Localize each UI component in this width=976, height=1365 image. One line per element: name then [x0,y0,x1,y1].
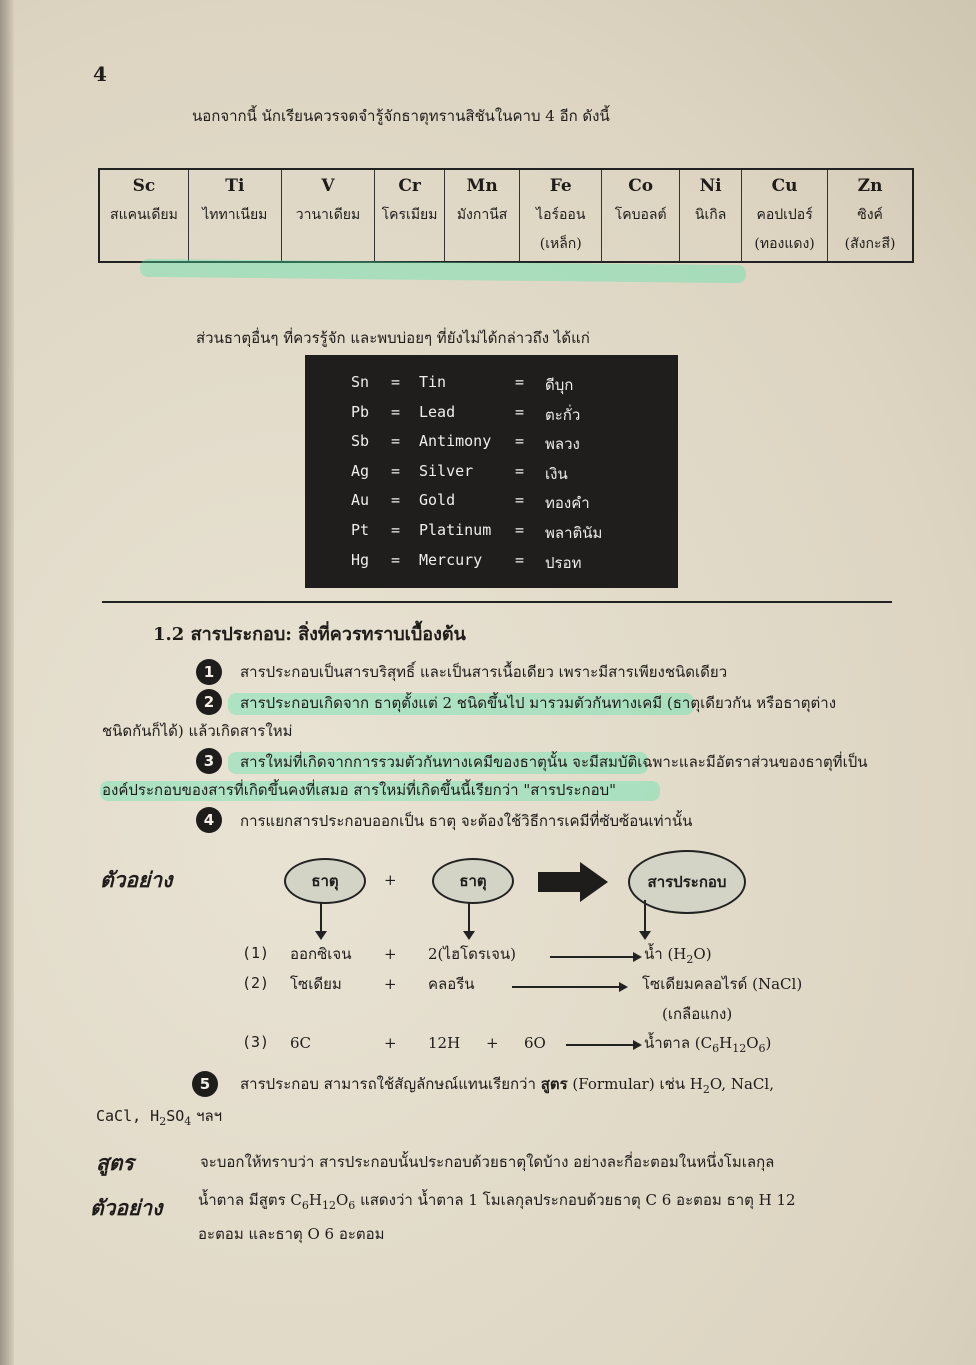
element-symbol: V [321,176,335,196]
list-item [305,515,678,545]
element-thai-name: วานาเดียม [295,207,361,223]
other-element-english: Tin [419,373,447,391]
formula-definition: จะบอกให้ทราบว่า สารประกอบนั้นประกอบด้วยธาตุใดบ้าง อย่างละกี่อะตอมในหนึ่งโมเลกุล [200,1153,775,1171]
section-title: 1.2 สารประกอบ: สิ่งที่ควรทราบเบื้องต้น [153,624,466,645]
other-element-symbol: Hg [351,550,370,569]
point-number-5: 5 [192,1071,218,1097]
other-element-eq1: = [391,521,401,539]
element-thai-name: นิเกิล [694,207,727,223]
reaction-3-plus-2: + [486,1034,499,1052]
reaction-arrow-icon [550,956,640,958]
element-thai-name: มังกานีส [456,207,508,223]
other-element-english: Gold [419,491,456,510]
other-element-symbol: Au [351,491,370,510]
list-item [305,367,678,397]
element-cell-co [602,169,680,262]
other-element-eq1: = [391,461,401,480]
other-element-eq1: = [391,402,401,421]
down-arrow-icon [468,902,470,932]
reaction-3-reactant-a: 6C [290,1034,312,1052]
element-cell-v [281,169,374,262]
reaction-arrow-icon [512,986,626,988]
other-element-thai: ปรอท [545,553,582,572]
other-element-eq2: = [515,550,525,569]
point-number-3: 3 [196,748,222,774]
example-label: ตัวอย่าง [100,867,173,892]
element-thai-name: ไททาเนียม [202,207,268,223]
other-element-thai: ตะกั่ว [545,405,581,424]
reaction-1-product: น้ำ $(H_2O)$ [644,945,712,966]
reaction-2-number: (2) [242,974,270,992]
reaction-arrow-icon [566,1044,640,1046]
list-item [305,485,678,515]
reaction-3-reactant-b: 12H [428,1034,461,1052]
element-cell-sc [99,169,188,262]
element-cell-fe [520,169,602,262]
list-item [305,545,678,575]
intro-text: นอกจากนี้ นักเรียนควรจดจำรู้จักธาตุทรานสิชันในคาบ 4 อีก ดังนี้ [192,107,610,125]
element-symbol: Ni [699,176,722,196]
other-element-english: Lead [419,402,456,421]
other-element-eq1: = [391,491,401,510]
element-cell-mn [444,169,519,262]
section-divider [102,601,892,603]
other-element-symbol: Sn [351,373,370,391]
diagram-plus: + [384,871,397,889]
element-symbol: Sc [132,176,156,196]
other-element-eq1: = [391,432,401,451]
element-cell-ni [680,169,742,262]
other-element-thai: พลาตินัม [545,524,603,542]
other-element-symbol: Pt [351,521,370,539]
other-element-eq1: = [391,550,401,569]
reaction-2-note: (เกลือแกง) [662,1005,733,1023]
element-symbol: Ti [225,176,245,196]
element-thai-name: คอปเปอร์ [756,207,813,223]
element-symbol: Fe [549,176,572,196]
point-number-4: 4 [196,807,222,833]
example-2-line2: อะตอม และธาตุ O 6 อะตอม [198,1225,385,1243]
other-element-eq2: = [515,521,525,539]
list-item [305,456,678,486]
other-element-symbol: Sb [351,432,370,451]
other-element-english: Mercury [419,550,483,569]
element-common-name: (สังกะสี) [844,236,896,252]
point-2-text-line1: สารประกอบเกิดจาก ธาตุตั้งแต่ 2 ชนิดขึ้นไป มารวมตัวกันทางเคมี (ธาตุเดียวกัน หรือธาตุต่าง [240,694,837,712]
other-element-eq2: = [515,402,525,421]
page-number: 4 [93,62,107,86]
element-symbol: Cu [771,176,798,196]
element-thai-name: สแคนเดียม [110,207,178,223]
point-4-text: การแยกสารประกอบออกเป็น ธาตุ จะต้องใช้วิธีการเคมีที่ซับซ้อนเท่านั้น [240,812,693,830]
element-thai-name: โครเมียม [381,207,438,223]
reaction-2-reactant-a: โซเดียม [290,975,342,993]
other-element-symbol: Ag [351,461,370,480]
other-element-eq2: = [515,491,525,510]
element-symbol: Co [628,176,654,196]
down-arrow-icon [644,900,646,932]
other-element-thai: พลวง [545,435,580,454]
other-element-thai: ดีบุก [545,376,574,394]
page-spine-shadow [0,0,14,1365]
element-common-name: (เหล็ก) [539,236,582,252]
other-element-english: Antimony [419,432,492,451]
reaction-3-reactant-c: 6O [524,1034,546,1052]
reaction-2-reactant-b: คลอรีน [428,975,475,993]
reaction-3-plus: + [384,1034,397,1052]
other-element-thai: เงิน [545,464,568,483]
element-oval-2: ธาตุ [432,858,514,904]
transition-elements-table [98,168,914,263]
formula-term: สูตร [96,1150,134,1175]
other-element-eq2: = [515,432,525,451]
down-arrow-icon [320,902,322,932]
example-2-line1: น้ำตาล มีสูตร $C_6H_{12}O_6$ แสดงว่า น้ำตาล 1 โมเลกุลประกอบด้วยธาตุ C 6 อะตอม ธาตุ H 12 [198,1191,796,1212]
other-element-english: Silver [419,461,474,480]
reaction-1-plus: + [384,945,397,963]
point-1-text: สารประกอบเป็นสารบริสุทธิ์ และเป็นสารเนื้อเดียว เพราะมีสารเพียงชนิดเดียว [240,663,728,681]
list-item [305,397,678,427]
other-element-eq2: = [515,373,525,391]
element-symbol: Cr [398,176,421,196]
reaction-1-number: (1) [242,944,270,962]
point-3-text-line1: สารใหม่ที่เกิดจากการรวมตัวกันทางเคมีของธาตุนั้น จะมีสมบัติเฉพาะและมีอัตราส่วนของธาตุที่เป็น [240,753,868,771]
other-elements-box [305,355,678,588]
other-element-thai: ทองคำ [545,494,590,513]
point-number-2: 2 [196,689,222,715]
other-elements-intro: ส่วนธาตุอื่นๆ ที่ควรรู้จัก และพบบ่อยๆ ที่ยังไม่ได้กล่าวถึง ได้แก่ [196,329,590,347]
element-cell-ti [188,169,281,262]
other-element-eq1: = [391,373,401,391]
table-row [99,169,913,262]
element-thai-name: โคบอลต์ [614,207,667,223]
other-element-symbol: Pb [351,402,370,421]
element-thai-name: ซิงค์ [857,207,883,223]
reaction-2-plus: + [384,975,397,993]
element-cell-cr [375,169,445,262]
element-thai-name: ไอร์ออน [536,207,586,223]
point-number-1: 1 [196,659,222,685]
big-right-arrow-icon [538,862,608,902]
element-oval-1: ธาตุ [284,858,366,904]
element-cell-zn [828,169,913,262]
compound-oval: สารประกอบ [628,850,746,914]
reaction-1-reactant-b: 2(ไฮโดรเจน) [428,945,516,963]
element-common-name: (ทองแดง) [754,236,815,252]
reaction-3-product: น้ำตาล $(C_6H_{12}O_6)$ [644,1034,772,1055]
point-3-text-line2: องค์ประกอบของสารที่เกิดขึ้นคงที่เสมอ สารใหม่ที่เกิดขึ้นนี้เรียกว่า "สารประกอบ" [102,781,617,799]
point-5-text-line2: CaCl, $H_2SO_4$ ฯลฯ [96,1107,223,1128]
reaction-3-number: (3) [242,1033,270,1051]
point-5-text-line1: สารประกอบ สามารถใช้สัญลักษณ์แทนเรียกว่า สูตร (Formular) เช่น $H_2O$, NaCl, [240,1075,774,1096]
element-symbol: Zn [857,176,883,196]
list-item [305,426,678,456]
other-element-english: Platinum [419,521,492,539]
reaction-1-reactant-a: ออกซิเจน [290,945,352,963]
point-2-text-line2: ชนิดกันก็ได้) แล้วเกิดสารใหม่ [102,722,293,740]
element-symbol: Mn [466,176,498,196]
reaction-2-product: โซเดียมคลอไรด์ (NaCl) [642,975,803,993]
example-2-label: ตัวอย่าง [90,1195,163,1220]
element-cell-cu [742,169,828,262]
other-element-eq2: = [515,461,525,480]
